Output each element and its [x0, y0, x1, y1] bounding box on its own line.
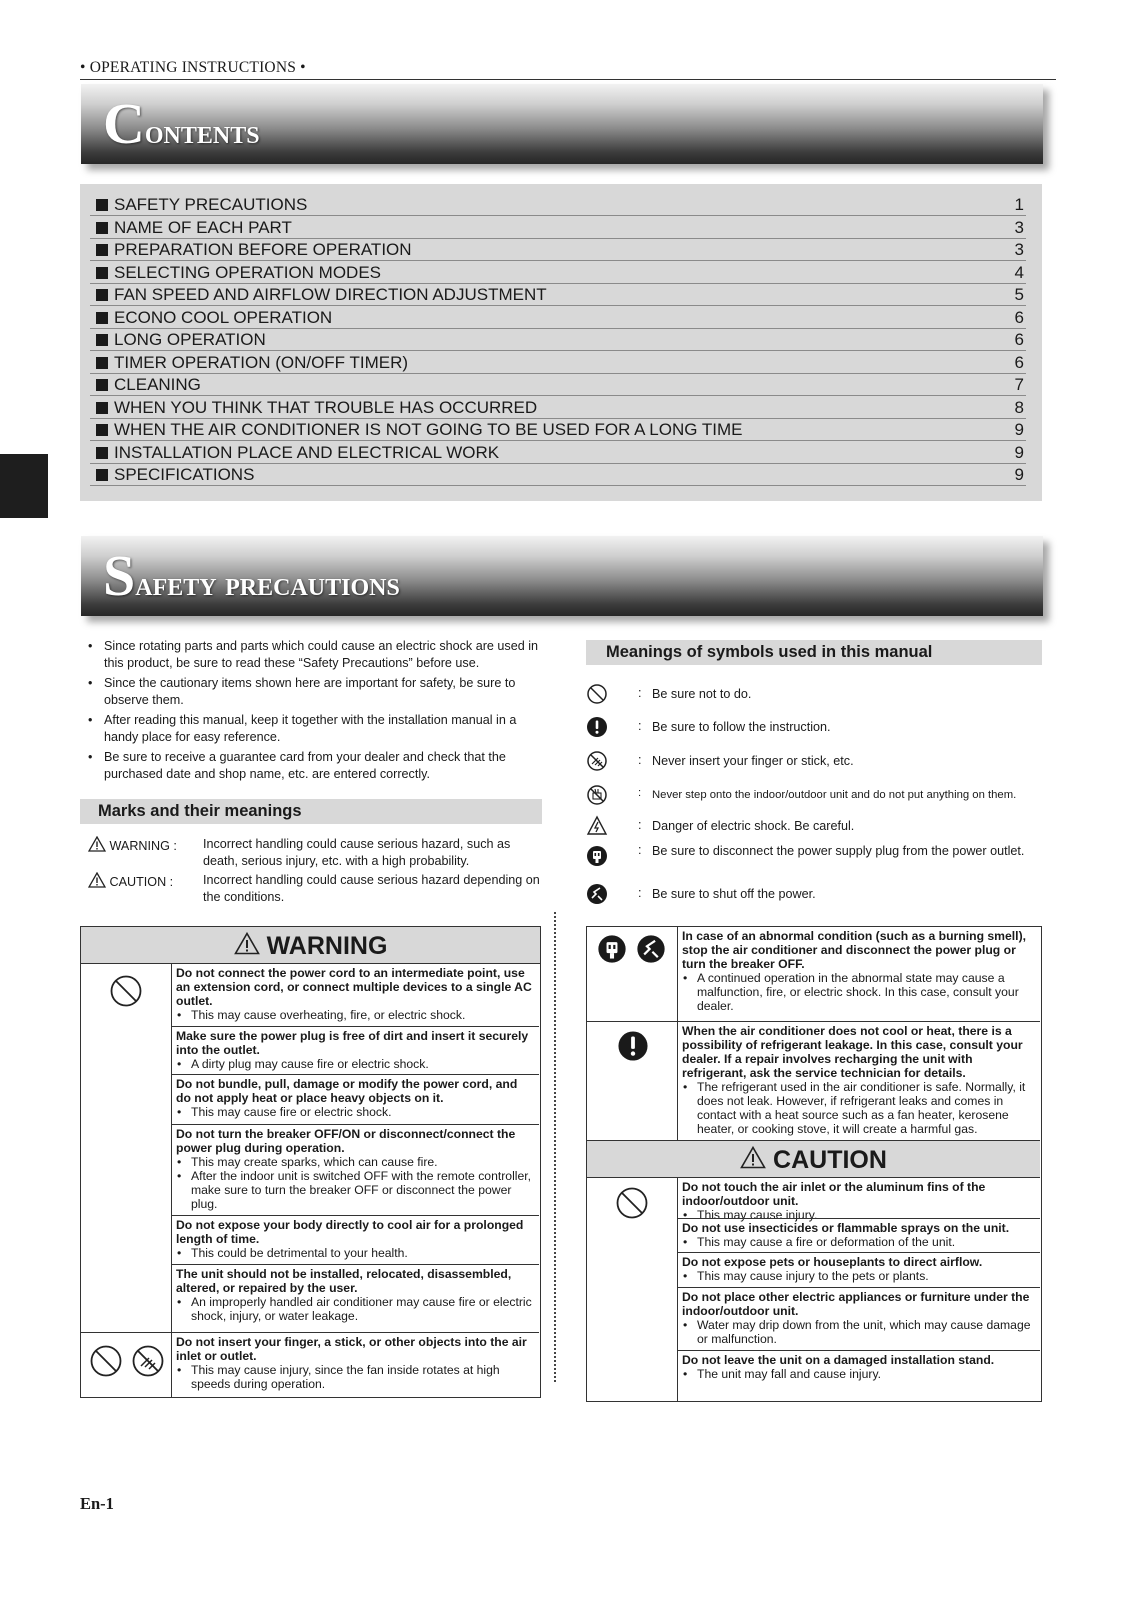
prohibition-icon [109, 974, 143, 1008]
square-bullet-icon [96, 469, 108, 481]
square-bullet-icon [96, 447, 108, 459]
square-bullet-icon [96, 267, 108, 279]
warning-item-heading: Do not connect the power cord to an intermediate point, use an extension cord, or connect multiple devices to a single AC outlet. [176, 966, 532, 1008]
toc-item-page: 9 [1014, 465, 1024, 484]
toc-item[interactable] [90, 464, 1026, 486]
symbol-text: Never step onto the indoor/outdoor unit and do not put anything on them. [652, 789, 1017, 801]
section-tab-marker [0, 454, 48, 518]
caution-item-heading: Do not touch the air inlet or the aluminum fins of the indoor/outdoor unit. [682, 1180, 986, 1208]
no-finger-insert-icon [586, 750, 608, 772]
toc-item-label: FAN SPEED AND AIRFLOW DIRECTION ADJUSTMENT [114, 285, 547, 304]
toc-item[interactable] [90, 374, 1026, 396]
symbol-text: Never insert your finger or stick, etc. [652, 754, 854, 768]
mark-caution [88, 872, 548, 908]
symbol-colon: : [638, 843, 642, 857]
caution-item [677, 1252, 1040, 1287]
prohibition-icon [89, 1344, 123, 1378]
warning-item-heading: Do not insert your finger, a stick, or other objects into the air inlet or outlet. [176, 1335, 527, 1363]
warning-cont-item [677, 927, 1040, 1021]
toc-item-page: 3 [1014, 217, 1024, 237]
symbol-text: Be sure to shut off the power. [652, 887, 816, 901]
warning-icon-column [81, 1332, 172, 1398]
caution-item-heading: Do not place other electric appliances or furniture under the indoor/outdoor unit. [682, 1290, 1030, 1318]
intro-bullet: • Since rotating parts and parts which could cause an electric shock are used in this product, be sure to read these “Safety Precautions” before use. [86, 638, 540, 672]
toc-item[interactable] [90, 194, 1026, 216]
warning-item-bullet: • This could be detrimental to your health. [176, 1246, 535, 1260]
disconnect-plug-icon [597, 934, 627, 964]
toc-item-label: NAME OF EACH PART [114, 217, 292, 237]
toc-item-page: 5 [1014, 285, 1024, 304]
caution-item-bullet: • This may cause injury. [682, 1208, 1036, 1222]
toc-item-page: 4 [1014, 262, 1024, 282]
warning-item-bullet: • This may cause overheating, fire, or electric shock. [176, 1008, 535, 1022]
toc-item[interactable] [90, 307, 1026, 329]
toc-item[interactable] [90, 329, 1026, 351]
caution-item-bullet: • Water may drip down from the unit, which may cause damage or malfunction. [682, 1318, 1036, 1346]
caution-icon-column [587, 1178, 678, 1401]
symbol-colon: : [638, 787, 642, 799]
safety-banner [81, 536, 1043, 616]
contents-title: Contents [103, 91, 260, 156]
square-bullet-icon [96, 312, 108, 324]
intro-bullet: • Since the cautionary items shown here are important for safety, be sure to observe them. [86, 675, 540, 709]
toc-item-page: 6 [1014, 352, 1024, 372]
mark-caution-label: CAUTION : [88, 872, 173, 891]
warning-triangle-icon [234, 932, 260, 955]
warning-cont-item-heading: When the air conditioner does not cool or heat, there is a possibility of refrigerant leakage. In this case, consult your dealer. If a repair involves recharging the unit with refrigerant, ask the service technician for details. [682, 1024, 1023, 1080]
toc-item-label: WHEN THE AIR CONDITIONER IS NOT GOING TO BE USED FOR A LONG TIME [114, 420, 743, 439]
no-finger-insert-icon [131, 1344, 165, 1378]
header-label: • OPERATING INSTRUCTIONS • [80, 59, 306, 76]
warning-item-heading: Do not bundle, pull, damage or modify the power cord, and do not apply heat or place heavy objects on it. [176, 1077, 518, 1105]
contents-banner [81, 84, 1043, 164]
square-bullet-icon [96, 222, 108, 234]
toc-item-page: 9 [1014, 420, 1024, 439]
warning-triangle-icon [88, 836, 106, 852]
column-divider [554, 912, 556, 1382]
symbol-colon: : [638, 886, 642, 900]
warning-item [171, 1264, 539, 1332]
toc-item-label: WHEN YOU THINK THAT TROUBLE HAS OCCURRED [114, 397, 538, 417]
toc-item-label: LONG OPERATION [114, 330, 266, 349]
warning-item-bullet: • This may create sparks, which can cause fire. [176, 1155, 535, 1169]
symbol-colon: : [638, 686, 642, 700]
square-bullet-icon [96, 289, 108, 301]
toc-item-page: 6 [1014, 307, 1024, 327]
toc-item-page: 1 [1014, 195, 1024, 214]
caution-triangle-icon [88, 872, 106, 888]
toc-item-page: 6 [1014, 330, 1024, 349]
toc-item[interactable] [90, 262, 1026, 284]
warning-cont-item-bullet: • A continued operation in the abnormal state may cause a malfunction, fire, or electric shock. In this case, consult your dealer. [682, 971, 1036, 1013]
warning-cont-item-heading: In case of an abnormal condition (such as a burning smell), stop the air conditioner and disconnect the power plug or turn the breaker OFF. [682, 929, 1027, 971]
mark-warning-label: WARNING : [88, 836, 177, 855]
caution-title: CAUTION [587, 1140, 1040, 1178]
toc-item-label: TIMER OPERATION (ON/OFF TIMER) [114, 352, 409, 372]
safety-title: Safety precautions [103, 543, 400, 608]
toc-item-label: ECONO COOL OPERATION [114, 307, 333, 327]
warning-item [171, 1332, 539, 1396]
warning-item [171, 964, 539, 1026]
prohibition-icon [586, 683, 608, 705]
marks-heading: Marks and their meanings [80, 799, 542, 824]
mark-warning [88, 836, 548, 872]
caution-item-heading: Do not expose pets or houseplants to direct airflow. [682, 1255, 983, 1269]
page-number: En-1 [80, 1494, 114, 1513]
symbol-colon: : [638, 719, 642, 733]
toc-item[interactable] [90, 239, 1026, 261]
symbols-heading: Meanings of symbols used in this manual [586, 640, 1042, 665]
warning-item-bullet: • After the indoor unit is switched OFF with the remote controller, make sure to turn the breaker OFF or disconnect the power plug. [176, 1169, 535, 1211]
intro-bullet: • Be sure to receive a guarantee card from your dealer and check that the purchased date and shop name, etc. are entered correctly. [86, 749, 540, 783]
toc-item-page: 7 [1014, 375, 1024, 394]
caution-triangle-icon [740, 1146, 766, 1169]
intro-bullet: • After reading this manual, keep it together with the installation manual in a handy place for easy reference. [86, 712, 540, 746]
caution-item-bullet: • This may cause a fire or deformation of the unit. [682, 1235, 1036, 1249]
toc-item-label: SPECIFICATIONS [114, 465, 255, 484]
warning-table [80, 926, 541, 1398]
mandatory-icon [617, 1030, 649, 1062]
warning-item [171, 1124, 539, 1215]
warning-caution-table [586, 926, 1042, 1402]
disconnect-plug-icon [586, 845, 608, 867]
toc-item-label: SAFETY PRECAUTIONS [114, 195, 308, 214]
symbol-text: Be sure to follow the instruction. [652, 720, 831, 734]
symbol-text: Be sure not to do. [652, 687, 752, 701]
toc-item[interactable] [90, 419, 1026, 441]
caution-item [677, 1178, 1040, 1222]
toc-item-page: 9 [1014, 442, 1024, 462]
square-bullet-icon [96, 199, 108, 211]
warning-title: WARNING [81, 927, 540, 964]
warning-icon-column [81, 964, 172, 1332]
electric-shock-icon [586, 815, 608, 837]
toc-item-label: INSTALLATION PLACE AND ELECTRICAL WORK [114, 442, 500, 462]
warning-item-bullet: • An improperly handled air conditioner may cause fire or electric shock, injury, or water leakage. [176, 1295, 535, 1323]
square-bullet-icon [96, 424, 108, 436]
square-bullet-icon [96, 402, 108, 414]
toc-item[interactable] [90, 442, 1026, 464]
toc-item[interactable] [90, 284, 1026, 306]
warning-item-heading: The unit should not be installed, relocated, disassembled, altered, or repaired by the user. [176, 1267, 512, 1295]
warning-cont-icon-column [587, 927, 678, 1021]
warning-item-heading: Make sure the power plug is free of dirt and insert it securely into the outlet. [176, 1029, 529, 1057]
toc-item[interactable] [90, 352, 1026, 374]
toc-item[interactable] [90, 217, 1026, 239]
shut-off-power-icon [586, 883, 608, 905]
toc-item-label: PREPARATION BEFORE OPERATION [114, 240, 412, 259]
mark-warning-text: Incorrect handling could cause serious hazard, such as death, serious injury, etc. with a high probability. [203, 837, 511, 868]
table-of-contents [80, 184, 1042, 501]
mark-caution-text: Incorrect handling could cause serious hazard depending on the conditions. [203, 873, 540, 904]
symbol-text: Danger of electric shock. Be careful. [652, 819, 855, 833]
header-rule [80, 79, 1056, 80]
toc-item-label: SELECTING OPERATION MODES [114, 262, 382, 282]
square-bullet-icon [96, 357, 108, 369]
warning-item-bullet: • This may cause injury, since the fan inside rotates at high speeds during operation. [176, 1363, 535, 1391]
toc-item-page: 8 [1014, 397, 1024, 417]
caution-item-heading: Do not leave the unit on a damaged installation stand. [682, 1353, 995, 1367]
toc-item[interactable] [90, 397, 1026, 419]
warning-item-heading: Do not turn the breaker OFF/ON or disconnect/connect the power plug during operation. [176, 1127, 516, 1155]
mandatory-icon [586, 716, 608, 738]
symbol-text: Be sure to disconnect the power supply plug from the power outlet. [652, 844, 1025, 858]
symbol-colon: : [638, 753, 642, 767]
caution-item-bullet: • This may cause injury to the pets or plants. [682, 1269, 1036, 1283]
toc-item-page: 3 [1014, 240, 1024, 259]
warning-cont-item [677, 1021, 1040, 1140]
warning-item [171, 1215, 539, 1264]
caution-item [677, 1350, 1040, 1400]
symbol-colon: : [638, 818, 642, 832]
warning-cont-item-bullet: • The refrigerant used in the air conditioner is safe. Normally, it does not leak. However, if refrigerant leaks and comes in contact with a heat source such as a fan heater, kerosene heater, or cooking stove, it will create a harmful gas. [682, 1080, 1036, 1136]
caution-item [677, 1287, 1040, 1350]
warning-cont-icon-column [587, 1021, 678, 1141]
no-step-on-unit-icon [586, 784, 608, 806]
prohibition-icon [615, 1186, 649, 1220]
toc-item-label: CLEANING [114, 375, 201, 394]
caution-item-heading: Do not use insecticides or flammable sprays on the unit. [682, 1221, 1010, 1235]
warning-item-heading: Do not expose your body directly to cool air for a prolonged length of time. [176, 1218, 524, 1246]
safety-intro [86, 638, 540, 786]
square-bullet-icon [96, 334, 108, 346]
warning-item-bullet: • This may cause fire or electric shock. [176, 1105, 535, 1119]
warning-item-bullet: • A dirty plug may cause fire or electric shock. [176, 1057, 535, 1071]
warning-item [171, 1074, 539, 1124]
shut-off-power-icon [636, 934, 666, 964]
caution-item-bullet: • The unit may fall and cause injury. [682, 1367, 1036, 1381]
caution-item [677, 1218, 1040, 1252]
square-bullet-icon [96, 244, 108, 256]
warning-item [171, 1026, 539, 1074]
square-bullet-icon [96, 379, 108, 391]
